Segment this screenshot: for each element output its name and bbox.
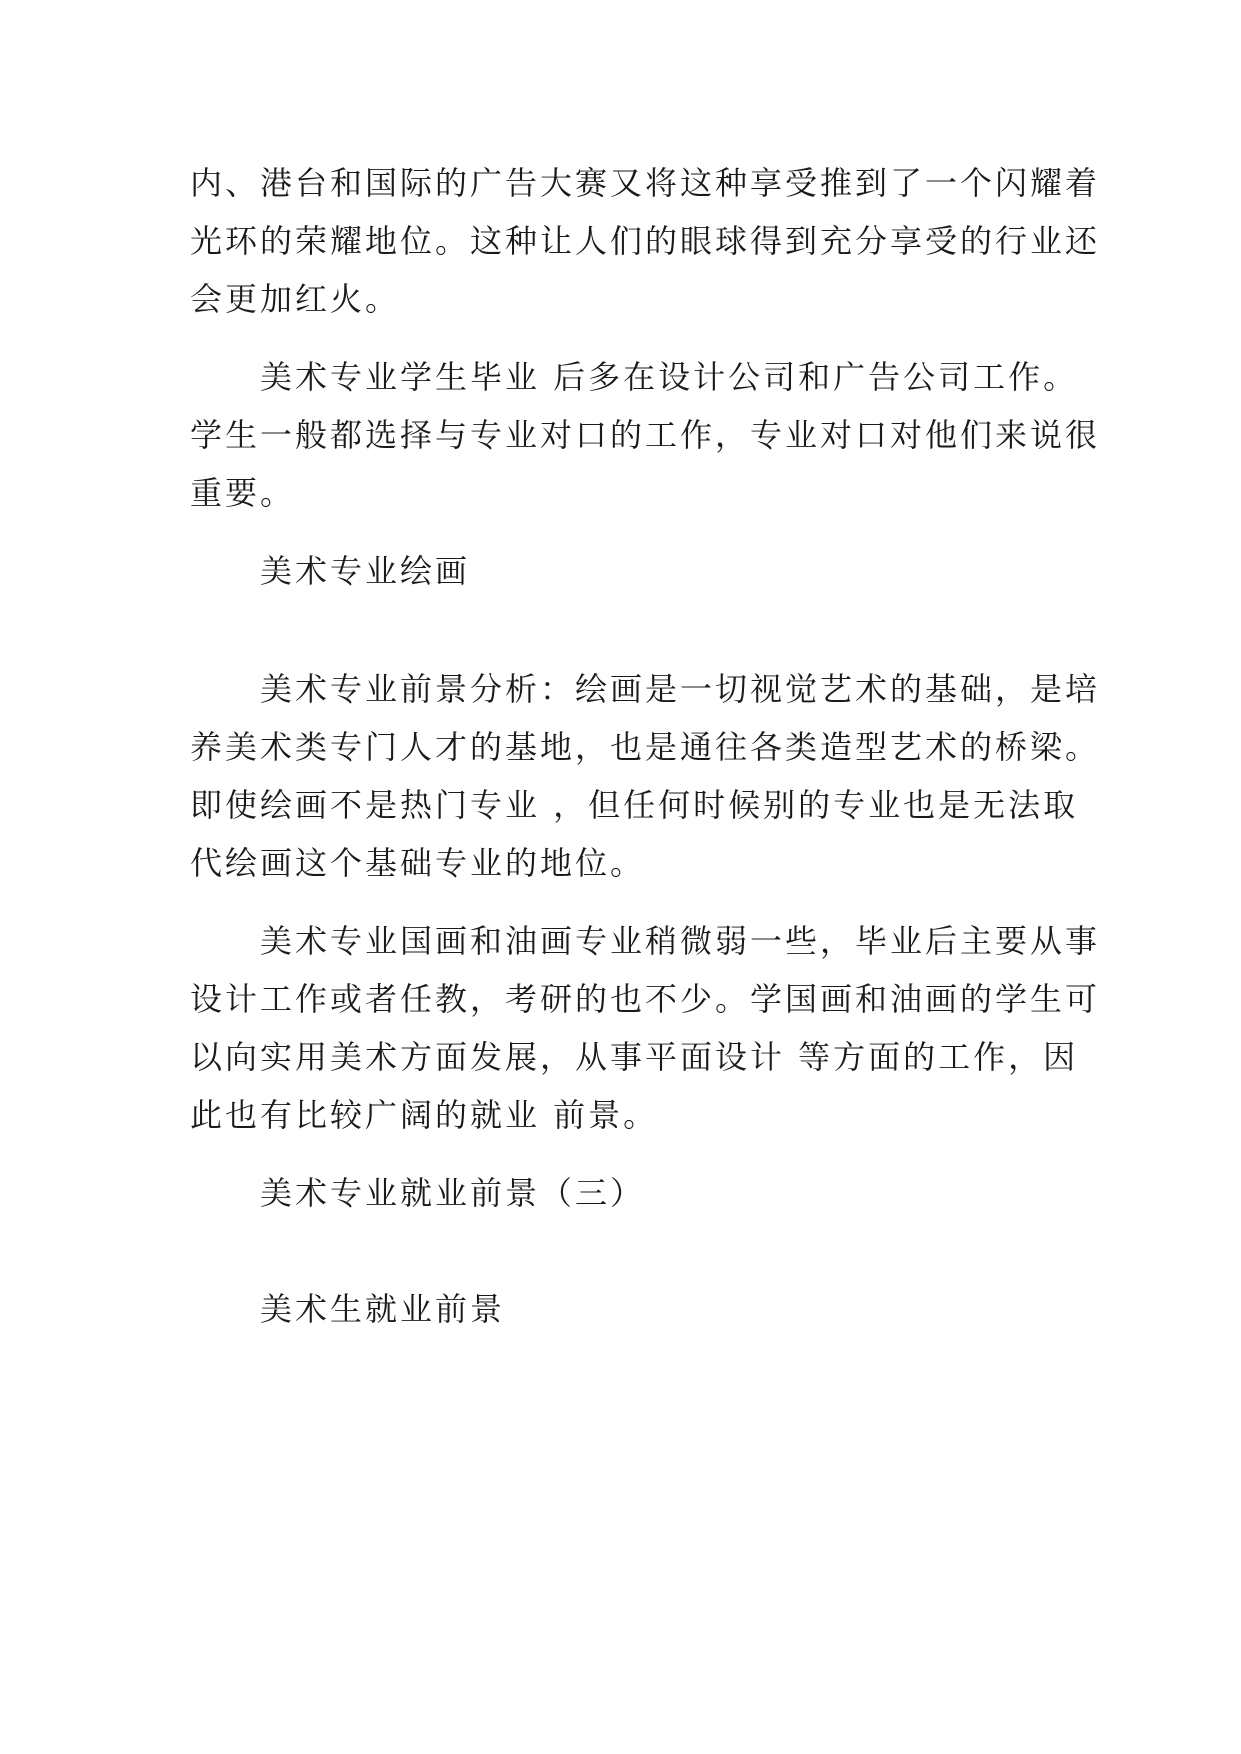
text-line: 设计工作或者任教，考研的也不少。学国画和油画的学生可 — [190, 980, 1101, 1018]
text-line: 美术专业学生毕业 后多在设计公司和广告公司工作。 — [260, 358, 1079, 396]
paragraph-chinese-oil-painting — [190, 912, 1101, 1144]
paragraph-ad-industry — [190, 154, 1101, 328]
text-line: 美术生就业前景 — [260, 1290, 506, 1328]
text-line: 以向实用美术方面发展，从事平面设计 等方面的工作，因 — [190, 1038, 1079, 1076]
text-line: 内、港台和国际的广告大赛又将这种享受推到了一个闪耀着 — [190, 164, 1101, 202]
text-line: 美术专业国画和油画专业稍微弱一些，毕业后主要从事 — [260, 922, 1101, 960]
text-line: 美术专业前景分析：绘画是一切视觉艺术的基础，是培 — [260, 670, 1101, 708]
heading-painting — [190, 542, 1070, 600]
heading-employment-prospects-three — [190, 1164, 1070, 1222]
text-line: 养美术类专门人才的基地，也是通往各类造型艺术的桥梁。 — [190, 728, 1101, 766]
text-line: 会更加红火。 — [190, 280, 401, 318]
text-line: 光环的荣耀地位。这种让人们的眼球得到充分享受的行业还 — [190, 222, 1101, 260]
paragraph-painting-prospects — [190, 660, 1101, 892]
text-line: 美术专业就业前景（三） — [260, 1174, 646, 1212]
text-line: 学生一般都选择与专业对口的工作，专业对口对他们来说很 — [190, 416, 1101, 454]
paragraph-graduate-work — [190, 348, 1101, 522]
text-line: 重要。 — [190, 474, 296, 512]
heading-art-student-employment — [190, 1280, 1070, 1338]
text-line: 此也有比较广阔的就业 前景。 — [190, 1096, 659, 1134]
text-line: 代绘画这个基础专业的地位。 — [190, 844, 646, 882]
text-line: 美术专业绘画 — [260, 552, 471, 590]
text-line: 即使绘画不是热门专业 ，但任何时候别的专业也是无法取 — [190, 786, 1079, 824]
